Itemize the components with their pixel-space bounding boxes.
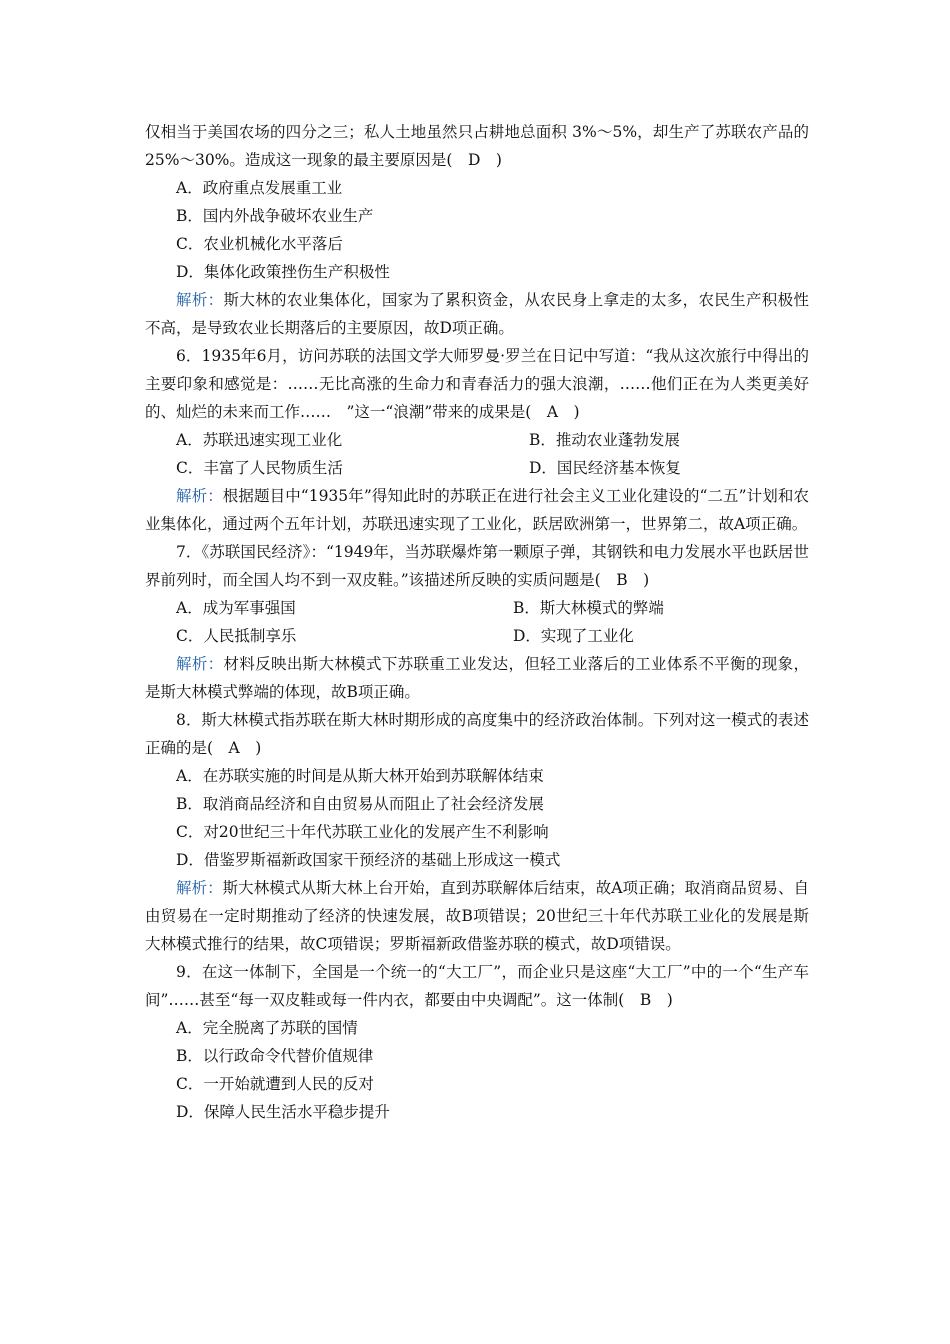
q5-stem: 仅相当于美国农场的四分之三；私人土地虽然只占耕地总面积 3%～5%，却生产了苏联农产品的 25%～30%。造成这一现象的最主要原因是( D ): [145, 123, 809, 169]
explanation-text: 材料反映出斯大林模式下苏联重工业发达，但轻工业落后的工业体系不平衡的现象，是斯大林模式弊端的体现，故B项正确。: [145, 655, 809, 701]
explanation-label: 解析：: [176, 487, 223, 505]
q6-options-row-1: [145, 426, 809, 454]
q7-explanation: [145, 650, 809, 706]
document-page: [145, 118, 809, 1126]
q8-option-c: C．对20世纪三十年代苏联工业化的发展产生不利影响: [176, 823, 549, 841]
q9-option-d: D．保障人民生活水平稳步提升: [176, 1103, 390, 1121]
q6-option-a: A．苏联迅速实现工业化: [176, 431, 343, 449]
q8-stem: 8．斯大林模式指苏联在斯大林时期形成的高度集中的经济政治体制。下列对这一模式的表述正确的是( A ): [145, 711, 809, 757]
q6-explanation: [145, 482, 809, 538]
q5-option-d: D．集体化政策挫伤生产积极性: [176, 263, 390, 281]
explanation-label: 解析：: [176, 291, 224, 309]
q8-option-d: D．借鉴罗斯福新政国家干预经济的基础上形成这一模式: [176, 851, 561, 869]
q9-option-c: C．一开始就遭到人民的反对: [176, 1075, 374, 1093]
q7-option-c: C．人民抵制享乐: [176, 627, 297, 645]
q7-option-b: B．斯大林模式的弊端: [513, 599, 664, 617]
q5-option-a: A．政府重点发展重工业: [176, 179, 343, 197]
q6-option-b: B．推动农业蓬勃发展: [529, 431, 680, 449]
q9-option-a: A．完全脱离了苏联的国情: [176, 1019, 358, 1037]
q7-option-a: A．成为军事强国: [176, 599, 296, 617]
q5-option-b: B．国内外战争破坏农业生产: [176, 207, 374, 225]
q6-option-d: D．国民经济基本恢复: [529, 459, 681, 477]
q6-stem: 6．1935年6月，访问苏联的法国文学大师罗曼·罗兰在日记中写道：“我从这次旅行中得出的主要印象和感觉是：……无比高涨的生命力和青春活力的强大浪潮，……他们正在为人类更美好的、灿烂的未来而工作…… ”这一“浪潮”带来的成果是( A ): [145, 347, 809, 421]
explanation-text: 根据题目中“1935年”得知此时的苏联正在进行社会主义工业化建设的“二五”计划和农业集体化，通过两个五年计划，苏联迅速实现了工业化，跃居欧洲第一，世界第二，故A项正确。: [145, 487, 809, 533]
q9-stem: 9．在这一体制下，全国是一个统一的“大工厂”，而企业只是这座“大工厂”中的一个“生产车间”……甚至“每一双皮鞋或每一件内衣，都要由中央调配”。这一体制( B ): [145, 963, 809, 1009]
q9-option-b: B．以行政命令代替价值规律: [176, 1047, 374, 1065]
explanation-text: 斯大林模式从斯大林上台开始，直到苏联解体后结束，故A项正确；取消商品贸易、自由贸易在一定时期推动了经济的快速发展，故B项错误；20世纪三十年代苏联工业化的发展是斯大林模式推行的结果，故C项错误；罗斯福新政借鉴苏联的模式，故D项错误。: [145, 879, 809, 953]
q8-option-a: A．在苏联实施的时间是从斯大林开始到苏联解体结束: [176, 767, 544, 785]
q6-option-c: C．丰富了人民物质生活: [176, 459, 343, 477]
q7-option-d: D．实现了工业化: [513, 627, 634, 645]
q5-option-c: C．农业机械化水平落后: [176, 235, 343, 253]
explanation-label: 解析：: [176, 655, 224, 673]
explanation-label: 解析：: [176, 879, 223, 897]
q7-options-row-1: [145, 594, 809, 622]
q8-option-b: B．取消商品经济和自由贸易从而阻止了社会经济发展: [176, 795, 544, 813]
q6-options-row-2: [145, 454, 809, 482]
q7-options-row-2: [145, 622, 809, 650]
explanation-text: 斯大林的农业集体化，国家为了累积资金，从农民身上拿走的太多，农民生产积极性不高，是导致农业长期落后的主要原因，故D项正确。: [145, 291, 809, 337]
q7-stem: 7．《苏联国民经济》：“1949年，当苏联爆炸第一颗原子弹，其钢铁和电力发展水平也跃居世界前列时，而全国人均不到一双皮鞋。”该描述所反映的实质问题是( B ): [145, 543, 809, 589]
q5-explanation: [145, 286, 809, 342]
q8-explanation: [145, 874, 809, 958]
